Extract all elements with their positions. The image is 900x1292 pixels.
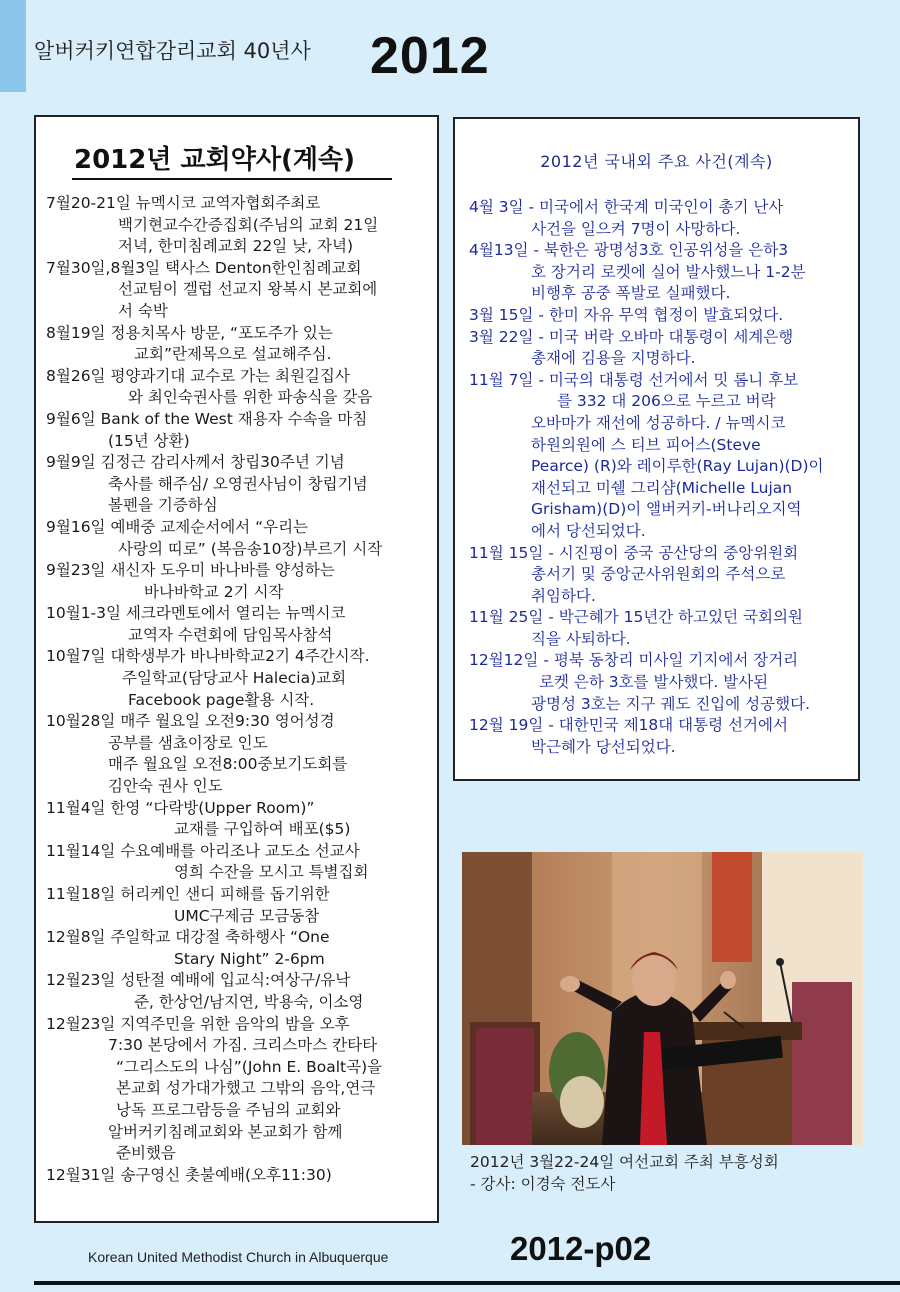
heading-underline [72, 178, 392, 180]
history-entry-line: 준비했음 [116, 1144, 176, 1163]
footer-page-label: 2012-p02 [510, 1230, 652, 1267]
history-entry-line: 영희 수잔을 모시고 특별집회 [174, 863, 369, 882]
history-entry-line: 12월8일 주일학교 대강절 축하행사 “One [46, 928, 330, 947]
history-entry-line: 와 최인숙권사를 위한 파송식을 갖음 [128, 388, 373, 407]
world-event-line: 오바마가 재선에 성공하다. / 뉴멕시코 [531, 413, 786, 432]
history-entry-line: 준, 한상언/남지연, 박용숙, 이소영 [134, 992, 364, 1011]
history-entry-line: 7:30 본당에서 가짐. 크리스마스 칸타타 [108, 1036, 378, 1055]
world-event-line: 12월 19일 - 대한민국 제18대 대통령 선거에서 [469, 716, 788, 735]
history-entry-line: 축사를 해주심/ 오영권사님이 창립기념 [108, 474, 368, 493]
history-entry-line: 낭독 프로그람등을 주님의 교회와 [116, 1100, 341, 1119]
world-event-line: 직을 사퇴하다. [531, 629, 631, 648]
church-history-list [46, 193, 431, 1186]
world-event-line: 4월 3일 - 미국에서 한국계 미국인이 총기 난사 [469, 198, 784, 216]
history-entry-line: 저녁, 한미침례교회 22일 낮, 자녁) [118, 237, 354, 256]
history-entry-line: 매주 월요일 오전8:00중보기도회를 [108, 755, 348, 774]
history-entry-line: 8월26일 평양과기대 교수로 가는 최원길집사 [46, 366, 350, 385]
world-event-line: 총서기 및 중앙군사위원회의 주석으로 [531, 565, 786, 584]
world-event-line: 로켓 은하 3호를 발사했다. 발사된 [539, 673, 769, 692]
world-event-line: Grisham)(D)이 앨버커키-버나리오지역 [531, 500, 802, 519]
history-entry-line: Facebook page활용 시작. [128, 690, 315, 709]
footer-rule [34, 1281, 900, 1285]
world-events-heading: 2012년 국내외 주요 사건(계속) [540, 152, 773, 171]
world-event-line: 12월12일 - 평북 동창리 미사일 기지에서 장거리 [469, 651, 799, 670]
history-entry-line: 알버커키침례교회와 본교회가 함께 [108, 1122, 343, 1141]
history-entry-line: Stary Night” 2-6pm [174, 949, 325, 968]
world-events-box [453, 117, 860, 781]
history-entry-line: (15년 상환) [108, 431, 190, 450]
world-event-line: 호 장거리 로켓에 실어 발사했느나 1-2분 [531, 262, 806, 281]
history-entry-line: 교역자 수련회에 담임목사참석 [128, 625, 333, 644]
history-entry-line: 바나바학교 2기 시작 [144, 582, 284, 601]
history-entry-line: 7월30일,8월3일 택사스 Denton한인침례교회 [46, 258, 362, 277]
history-entry-line: 공부를 샘쵸이장로 인도 [108, 733, 268, 752]
church-history-heading: 2012년 교회약사(계속) [74, 145, 355, 175]
world-event-line: 하원의원에 스 티브 피어스(Steve [531, 435, 761, 454]
history-entry-line: 선교팀이 겔럽 선교지 왕복시 본교회에 [118, 280, 378, 299]
world-event-line: 총재에 김용을 지명하다. [531, 349, 696, 368]
world-event-line: 취임하다. [531, 586, 596, 605]
history-entry-line: 백기현교수간증집회(주님의 교회 21일 [118, 215, 379, 234]
world-event-line: 비행후 공중 폭발로 실패했다. [531, 284, 731, 303]
history-entry-line: 8월19일 정용치목사 방문, “포도주가 있는 [46, 323, 333, 342]
header-accent-tab [0, 0, 26, 92]
history-entry-line: 10월7일 대학생부가 바나바학교2기 4주간시작. [46, 647, 370, 666]
history-entry-line: 12월31일 송구영신 촛불예배(오후11:30) [46, 1165, 332, 1184]
caption-line-2: - 강사: 이경숙 전도사 [470, 1175, 616, 1193]
world-event-line: 에서 당선되었다. [531, 521, 646, 540]
history-entry-line: 교재를 구입하여 배포($5) [174, 820, 351, 839]
world-event-line: 를 332 대 206으로 누르고 버락 [557, 392, 776, 411]
world-event-line: 사건을 일으켜 7명이 사망하다. [531, 219, 741, 238]
history-entry-line: 7월20-21일 뉴멕시코 교역자협회주최로 [46, 194, 321, 212]
photo-caption [470, 1151, 779, 1195]
world-event-line: 11월 15일 - 시진핑이 중국 공산당의 중앙위원회 [469, 543, 799, 562]
world-events-list [469, 197, 852, 758]
revival-meeting-photo [462, 852, 863, 1145]
history-entry-line: “그리스도의 나심”(John E. Boalt곡)을 [116, 1057, 383, 1076]
history-entry-line: 10월1-3일 세크라멘토에서 열리는 뉴멕시코 [46, 604, 346, 623]
history-entry-line: 서 숙박 [118, 301, 168, 320]
history-entry-line: 9월6일 Bank of the West 재용자 수속을 마침 [46, 409, 368, 428]
history-entry-line: 주일학교(담당교사 Halecia)교회 [122, 669, 347, 688]
page-year: 2012 [370, 27, 490, 85]
church-history-box [34, 115, 439, 1223]
history-entry-line: 볼펜을 기증하심 [108, 496, 218, 515]
history-entry-line: 사랑의 띠로” (복음송10장)부르기 시작 [118, 539, 383, 558]
history-entry-line: 김안숙 권사 인도 [108, 777, 223, 796]
history-entry-line: 11월14일 수요예배를 아리조나 교도소 선교사 [46, 841, 360, 860]
history-entry-line: 교회”란제목으로 설교해주심. [134, 345, 332, 364]
history-entry-line: 9월16일 예배중 교제순서에서 “우리는 [46, 517, 309, 536]
world-event-line: 박근혜가 당선되었다. [531, 737, 676, 756]
history-entry-line: 9월23일 새신자 도우미 바나바를 양성하는 [46, 561, 335, 580]
history-entry-line: UMC구제금 모금동참 [174, 906, 320, 925]
history-entry-line: 11월18일 허리케인 샌디 피해를 돕기위한 [46, 885, 330, 903]
world-event-line: Pearce) (R)와 레이루한(Ray Lujan)(D)이 [531, 457, 824, 476]
world-event-line: 11월 7일 - 미국의 대통령 선거에서 밋 롬니 후보 [469, 370, 799, 389]
history-entry-line: 10월28일 매주 월요일 오전9:30 영어성경 [46, 712, 335, 731]
world-event-line: 3월 15일 - 한미 자유 무역 협정이 발효되었다. [469, 305, 784, 324]
world-event-line: 재선되고 미쉘 그리샴(Michelle Lujan [531, 478, 793, 497]
history-entry-line: 본교회 성가대가했고 그밖의 음악,연극 [116, 1079, 376, 1098]
caption-line-1: 2012년 3월22-24일 여선교회 주최 부흥성회 [470, 1153, 779, 1171]
book-title: 알버커키연합감리교회 40년사 [34, 39, 311, 63]
world-event-line: 3월 22일 - 미국 버락 오바마 대통령이 세계은행 [469, 327, 794, 346]
history-entry-line: 12월23일 성탄절 예배에 입교식:여상구/유낙 [46, 971, 351, 990]
world-event-line: 11월 25일 - 박근혜가 15년간 하고있던 국회의원 [469, 608, 803, 627]
footer-church-name: Korean United Methodist Church in Albuquerque [88, 1249, 389, 1265]
history-entry-line: 11월4일 한영 “다락방(Upper Room)” [46, 798, 315, 817]
history-entry-line: 9월9일 김정근 감리사께서 창립30주년 기념 [46, 453, 345, 472]
history-entry-line: 12월23일 지역주민을 위한 음악의 밤을 오후 [46, 1014, 350, 1033]
world-event-line: 광명성 3호는 지구 궤도 진입에 성공했다. [531, 694, 810, 713]
world-event-line: 4월13일 - 북한은 광명성3호 인공위성을 은하3 [469, 241, 789, 260]
